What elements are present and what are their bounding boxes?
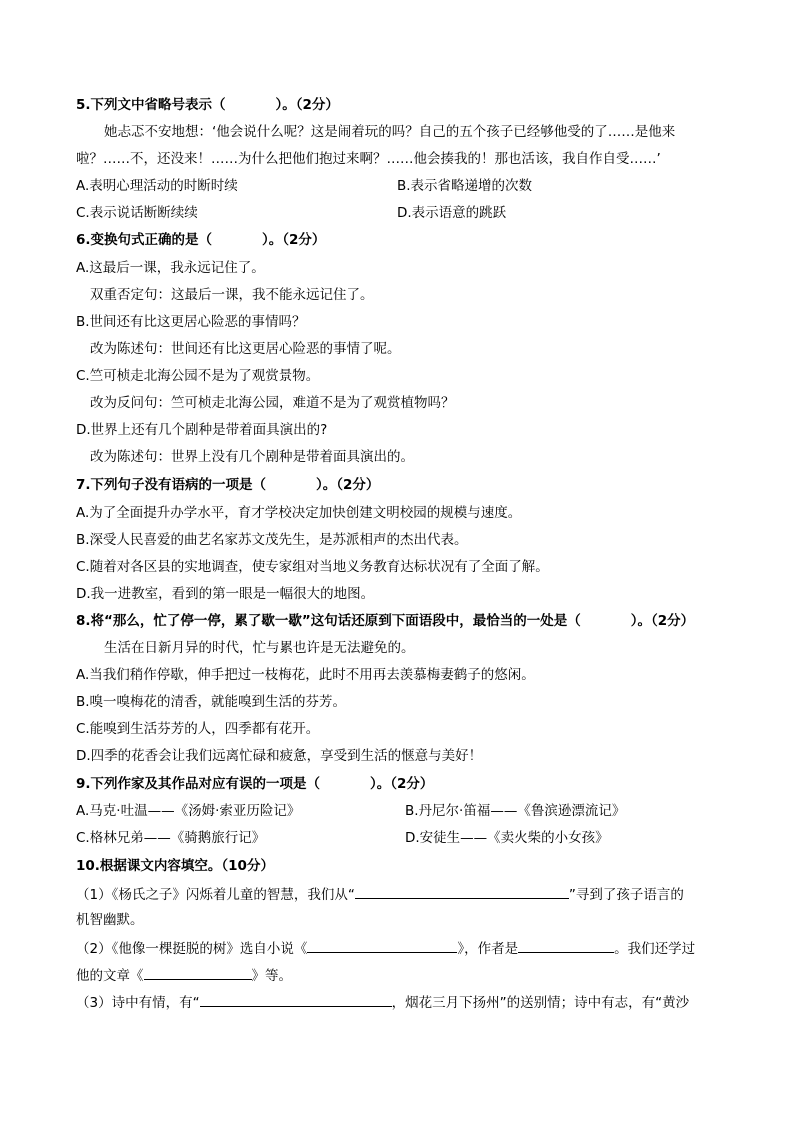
q8-option-b: B.嗅一嗅梅花的清香，就能嗅到生活的芬芳。 xyxy=(76,694,347,710)
q9-option-b: B.丹尼尔·笛福——《鲁滨逊漂流记》 xyxy=(405,803,626,819)
q9-option-a: A.马克·吐温——《汤姆·索亚历险记》 xyxy=(76,803,301,819)
q10-item-1-cont: 机智幽默。 xyxy=(76,912,144,928)
q5-passage-line-1: 她忐忑不安地想：‘他会说什么呢？这是闹着玩的吗？自己的五个孩子已经够他受的了……是他来 xyxy=(104,124,676,140)
q8-passage: 生活在日新月异的时代，忙与累也许是无法避免的。 xyxy=(104,640,415,656)
question-10-stem: 10.根据课文内容填空。（10分） xyxy=(76,858,274,874)
q6-option-d-transform: 改为陈述句：世界上没有几个剧种是带着面具演出的。 xyxy=(90,449,414,465)
fill-blank[interactable] xyxy=(355,884,569,899)
q8-option-d: D.四季的花香会让我们远离忙碌和疲惫，享受到生活的惬意与美好！ xyxy=(76,748,483,764)
q7-option-c: C.随着对各区县的实地调查，使专家组对当地义务教育达标状况有了全面了解。 xyxy=(76,559,549,575)
q6-option-b-transform: 改为陈述句：世间还有比这更居心险恶的事情了呢。 xyxy=(90,341,401,357)
q7-option-b: B.深受人民喜爱的曲艺名家苏文茂先生，是苏派相声的杰出代表。 xyxy=(76,532,468,548)
q5-option-b: B.表示省略递增的次数 xyxy=(397,178,533,194)
question-8-stem: 8.将“那么，忙了停一停，累了歇一歇”这句话还原到下面语段中，最恰当的一处是（ ）。（2分） xyxy=(76,613,695,629)
fill-blank[interactable] xyxy=(200,992,392,1007)
q9-option-d: D.安徒生——《卖火柴的小女孩》 xyxy=(405,830,609,846)
q5-passage-line-2: 啦？……不，还没来！……为什么把他们抱过来啊？……他会揍我的！那也活该，我自作自受……’ xyxy=(76,151,661,167)
q10-item-3: （3）诗中有情，有“ ，烟花三月下扬州”的送别情；诗中有志，有“黄沙 xyxy=(76,992,689,1012)
q8-option-c: C.能嗅到生活芬芳的人，四季都有花开。 xyxy=(76,721,320,737)
q6-option-a-transform: 双重否定句：这最后一课，我不能永远记住了。 xyxy=(90,287,374,303)
fill-blank[interactable] xyxy=(307,938,457,953)
q7-option-d: D.我一进教室，看到的第一眼是一幅很大的地图。 xyxy=(76,586,375,602)
q8-option-a: A.当我们稍作停歇，伸手把过一枝梅花，此时不用再去羡慕梅妻鹤子的悠闲。 xyxy=(76,667,535,683)
question-7-stem: 7.下列句子没有语病的一项是（ ）。（2分） xyxy=(76,477,380,493)
q10-item-1: （1）《杨氏之子》闪烁着儿童的智慧，我们从“ ”寻到了孩子语言的 xyxy=(76,884,684,904)
q9-option-c: C.格林兄弟——《骑鹅旅行记》 xyxy=(76,830,266,846)
q7-option-a: A.为了全面提升办学水平，育才学校决定加快创建文明校园的规模与速度。 xyxy=(76,505,522,521)
question-5-stem: 5.下列文中省略号表示（ ）。（2分） xyxy=(76,97,339,113)
q6-option-a: A.这最后一课，我永远记住了。 xyxy=(76,260,265,276)
q6-option-d: D.世界上还有几个剧种是带着面具演出的? xyxy=(76,422,328,438)
q5-option-a: A.表明心理活动的时断时续 xyxy=(76,178,238,194)
q10-item-2: （2）《他像一棵挺脱的树》选自小说《 》，作者是 。我们还学过 xyxy=(76,938,695,958)
q5-option-d: D.表示语意的跳跃 xyxy=(397,205,507,221)
fill-blank[interactable] xyxy=(518,938,614,953)
question-6-stem: 6.变换句式正确的是（ ）。（2分） xyxy=(76,232,326,248)
q6-option-c: C.竺可桢走北海公园不是为了观赏景物。 xyxy=(76,368,320,384)
q6-option-c-transform: 改为反问句：竺可桢走北海公园，难道不是为了观赏植物吗？ xyxy=(90,395,455,411)
fill-blank[interactable] xyxy=(144,965,252,980)
question-9-stem: 9.下列作家及其作品对应有误的一项是（ ）。（2分） xyxy=(76,776,434,792)
q6-option-b: B.世间还有比这更居心险恶的事情吗？ xyxy=(76,314,306,330)
q10-item-2-cont: 他的文章《 》等。 xyxy=(76,965,292,985)
q5-option-c: C.表示说话断断续续 xyxy=(76,205,198,221)
